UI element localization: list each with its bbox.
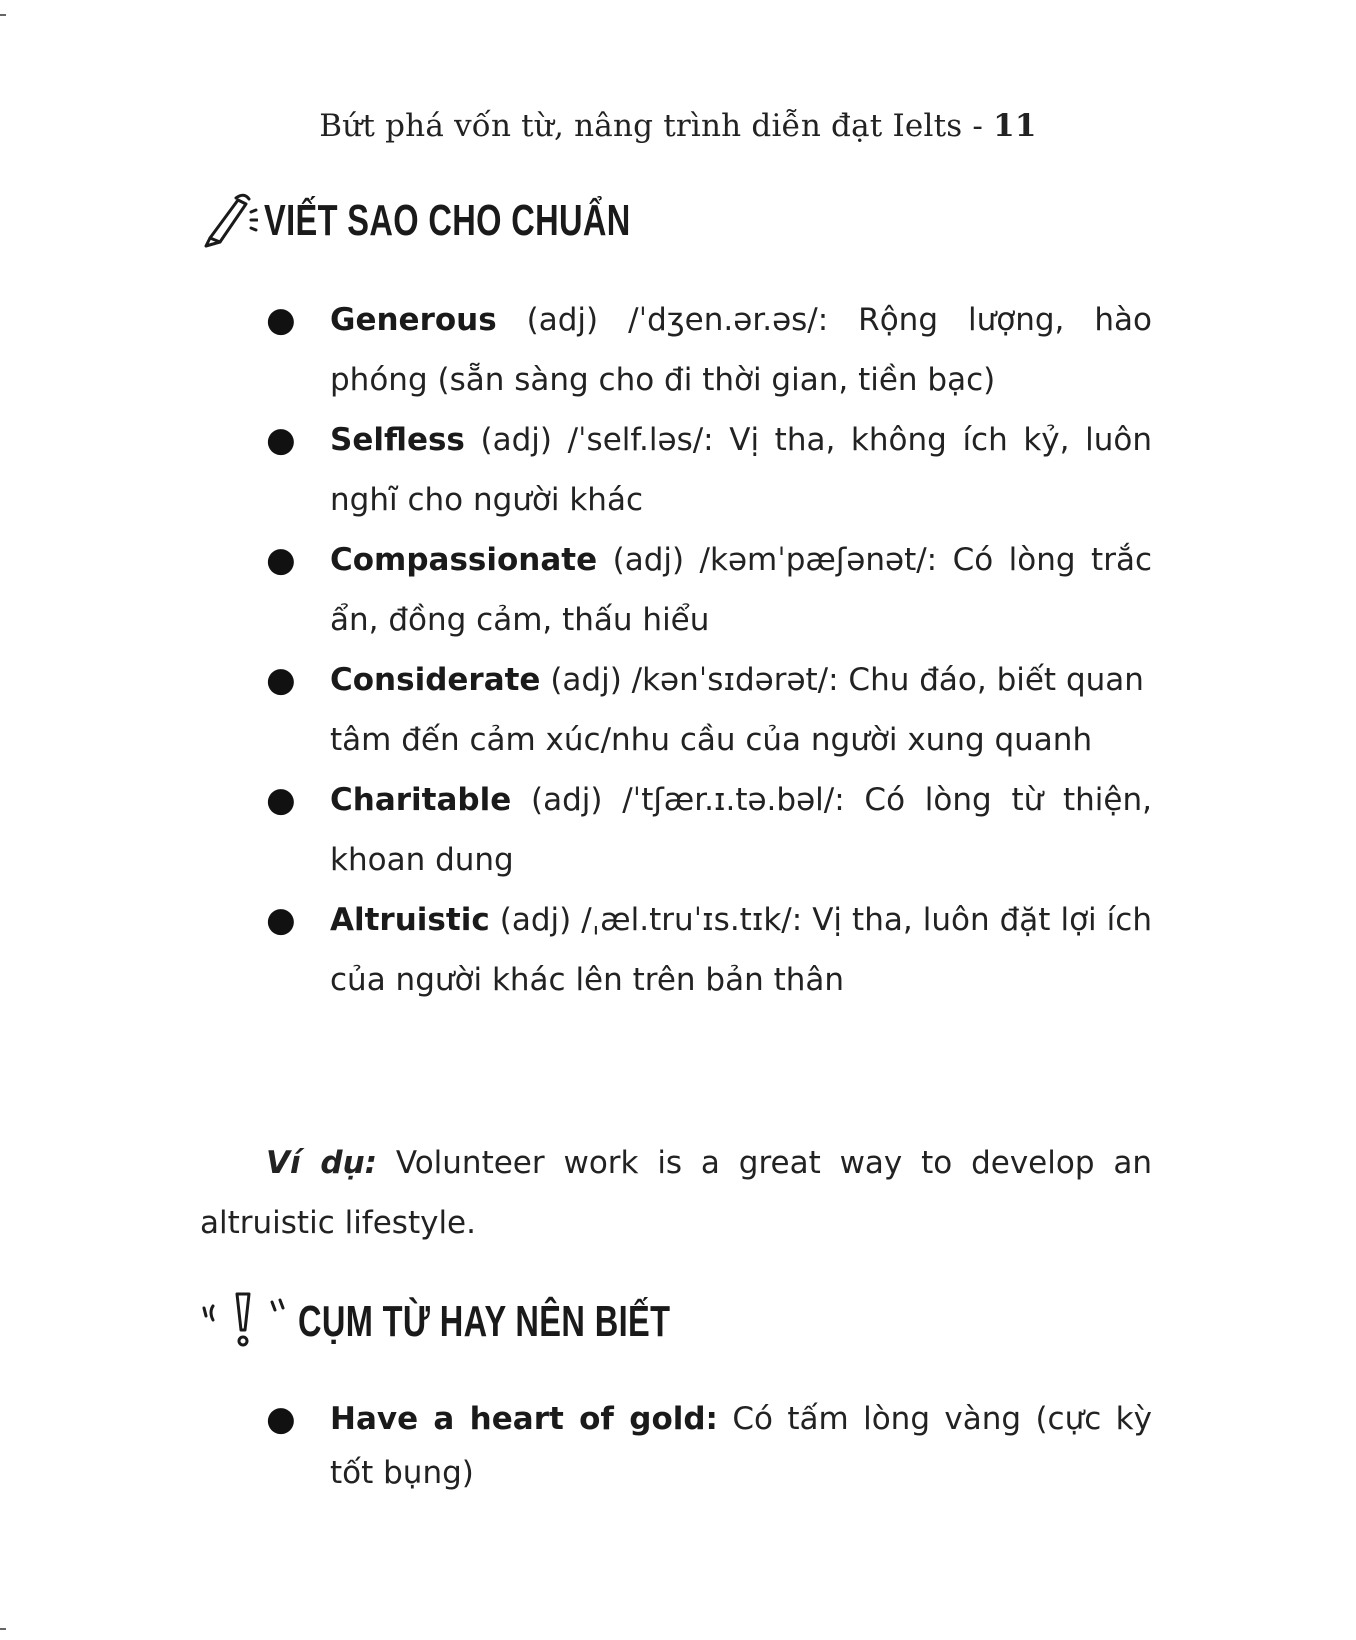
example-paragraph	[200, 1133, 1152, 1253]
list-item	[266, 770, 1152, 890]
vocab-definition: (adj) /kəmˈpæʃənət/: Có lòng trắc ẩn, đồng cảm, thấu hiểu	[330, 542, 1152, 638]
bullet: ●	[266, 660, 296, 700]
phrase-definition: Có tấm lòng vàng (cực kỳ tốt bụng)	[330, 1401, 1152, 1491]
vocab-definition: (adj) /kənˈsɪdərət/: Chu đáo, biết quan tâm đến cảm xúc/nhu cầu của người xung quanh	[330, 662, 1144, 758]
vocab-term: Considerate	[330, 662, 541, 698]
crop-mark-bottom	[0, 1628, 6, 1630]
vocab-term: Selfless	[330, 422, 465, 458]
phrase-term: Have a heart of gold:	[330, 1401, 718, 1437]
bullet: ●	[266, 420, 296, 460]
section-phrases-header	[200, 1290, 801, 1354]
page-number: 11	[993, 108, 1037, 144]
section-title-phrases: CỤM TỪ HAY NÊN BIẾT	[298, 1297, 671, 1346]
list-item	[266, 530, 1152, 650]
pencil-icon	[200, 190, 258, 252]
list-item	[266, 1392, 1152, 1500]
list-item	[266, 410, 1152, 530]
bullet: ●	[266, 540, 296, 580]
running-header	[0, 108, 1356, 144]
exclamation-icon	[200, 1290, 292, 1354]
vocab-list	[0, 290, 1356, 1010]
vocab-term: Charitable	[330, 782, 512, 818]
bullet: ●	[266, 780, 296, 820]
crop-mark-top	[0, 14, 6, 16]
example-text: Volunteer work is a great way to develop an altruistic lifestyle.	[200, 1145, 1152, 1241]
list-item	[266, 290, 1152, 410]
bullet: ●	[266, 300, 296, 340]
vocab-definition: (adj) /ˈdʒen.ər.əs/: Rộng lượng, hào phóng (sẵn sàng cho đi thời gian, tiền bạc)	[330, 302, 1152, 398]
vocab-definition: (adj) /ˈself.ləs/: Vị tha, không ích kỷ, luôn nghĩ cho người khác	[330, 422, 1152, 518]
vocab-definition: (adj) /ˈtʃær.ɪ.tə.bəl/: Có lòng từ thiện, khoan dung	[330, 782, 1152, 878]
header-title: Bứt phá vốn từ, nâng trình diễn đạt Ielts -	[319, 108, 994, 144]
vocab-term: Generous	[330, 302, 497, 338]
vocab-definition: (adj) /ˌæl.truˈɪs.tɪk/: Vị tha, luôn đặt lợi ích của người khác lên trên bản thân	[330, 902, 1152, 998]
section-title-writing: VIẾT SAO CHO CHUẨN	[264, 196, 631, 245]
list-item	[266, 650, 1152, 770]
list-item	[266, 890, 1152, 1010]
phrase-list	[0, 1392, 1356, 1500]
example-label: Ví dụ:	[266, 1145, 378, 1181]
vocab-term: Altruistic	[330, 902, 490, 938]
bullet: ●	[266, 900, 296, 940]
section-writing-header	[200, 190, 759, 252]
vocab-term: Compassionate	[330, 542, 598, 578]
bullet: ●	[266, 1399, 296, 1439]
